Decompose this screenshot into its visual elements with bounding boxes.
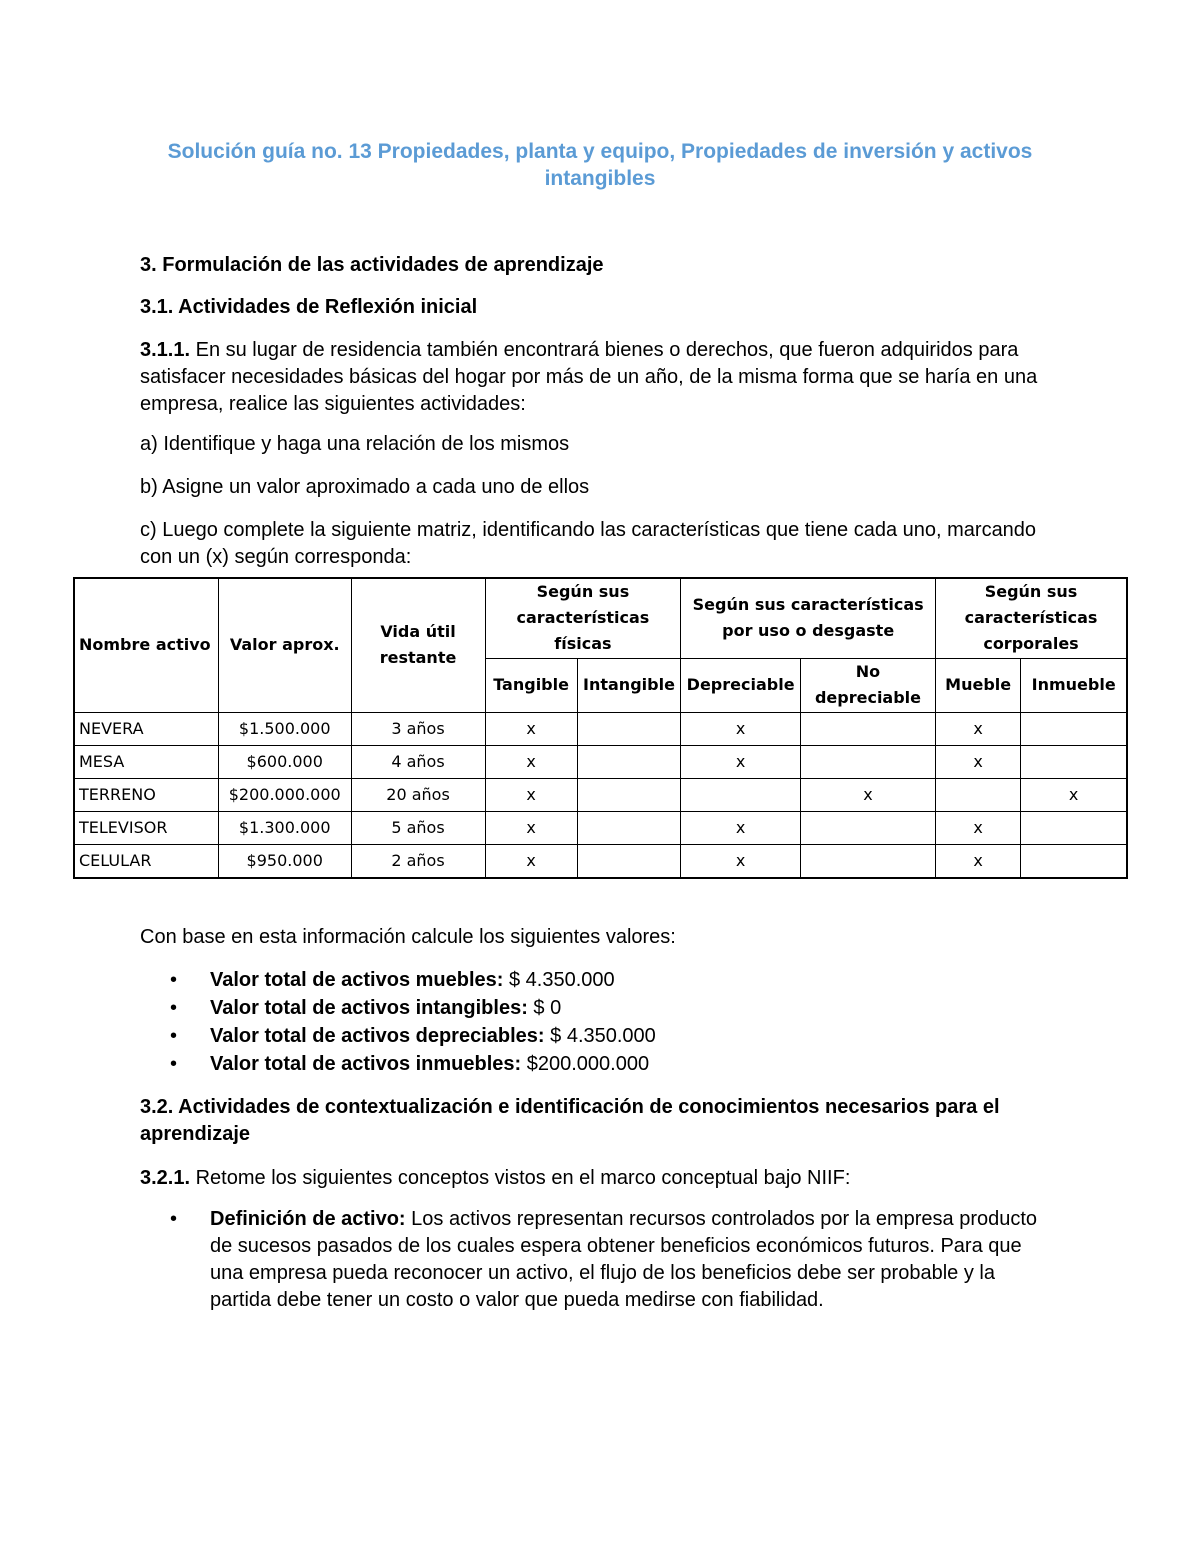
- calc-intro: Con base en esta información calcule los siguientes valores:: [140, 926, 676, 948]
- cell-name: TERRENO: [74, 778, 218, 811]
- cell-inmueble: [1021, 844, 1127, 878]
- total-label: Valor total de activos depreciables:: [210, 1025, 545, 1047]
- list-item: [170, 966, 1050, 994]
- cell-no-depreciable: [800, 712, 935, 745]
- totals-list: [170, 966, 1050, 1078]
- cell-no-depreciable: [800, 844, 935, 878]
- bullet: •: [170, 1208, 178, 1230]
- cell-depreciable: x: [681, 811, 801, 844]
- item-a: a) Identifique y haga una relación de los mismos: [140, 433, 570, 455]
- cell-value: $1.500.000: [218, 712, 351, 745]
- section-3-1-heading: 3.1. Actividades de Reflexión inicial: [140, 296, 478, 318]
- header-tangible: Tangible: [485, 658, 577, 712]
- header-group-physical: Según sus características físicas: [485, 578, 681, 658]
- cell-intangible: [577, 811, 681, 844]
- list-item: [170, 1022, 1050, 1050]
- cell-value: $1.300.000: [218, 811, 351, 844]
- definition-text: Los activos representan recursos controlados por la empresa producto de sucesos pasados de los cuales espera obtener beneficios económicos futuros. Para que una empresa pueda reconocer un activo, el flujo de los beneficios debe ser probable y la partida debe tener un costo o valor que pueda medirse con fiabilidad.: [210, 1208, 1038, 1311]
- header-group-use: Según sus características por uso o desgaste: [681, 578, 936, 658]
- cell-depreciable: x: [681, 844, 801, 878]
- total-label: Valor total de activos muebles:: [210, 969, 504, 991]
- paragraph-3-1-1-number: 3.1.1.: [140, 339, 191, 361]
- cell-tangible: x: [485, 712, 577, 745]
- paragraph-3-2-1: [140, 1165, 1070, 1192]
- paragraph-3-2-1-number: 3.2.1.: [140, 1167, 191, 1189]
- header-value: Valor aprox.: [218, 578, 351, 712]
- paragraph-3-1-1-text: En su lugar de residencia también encontrará bienes o derechos, que fueron adquiridos para satisfacer necesidades básicas del hogar por más de un año, de la misma forma que se haría en una empresa, realice las siguientes actividades:: [140, 339, 1038, 415]
- cell-tangible: x: [485, 844, 577, 878]
- section-3-2-heading: 3.2. Actividades de contextualización e identificación de conocimientos necesarios para el aprendizaje: [140, 1096, 1000, 1145]
- list-item: [170, 1206, 1050, 1314]
- definition-label: Definición de activo:: [210, 1208, 406, 1230]
- cell-mueble: x: [936, 811, 1021, 844]
- table-row: [74, 745, 1127, 778]
- cell-inmueble: [1021, 811, 1127, 844]
- cell-life: 2 años: [351, 844, 485, 878]
- definition-list: [170, 1206, 1050, 1314]
- header-depreciable: Depreciable: [681, 658, 801, 712]
- header-mueble: Mueble: [936, 658, 1021, 712]
- cell-name: NEVERA: [74, 712, 218, 745]
- cell-inmueble: [1021, 745, 1127, 778]
- bullet: •: [170, 1053, 178, 1075]
- table-row: [74, 844, 1127, 878]
- cell-inmueble: x: [1021, 778, 1127, 811]
- cell-tangible: x: [485, 778, 577, 811]
- header-name: Nombre activo: [74, 578, 218, 712]
- cell-name: TELEVISOR: [74, 811, 218, 844]
- cell-mueble: x: [936, 712, 1021, 745]
- cell-intangible: [577, 844, 681, 878]
- cell-value: $600.000: [218, 745, 351, 778]
- cell-intangible: [577, 778, 681, 811]
- cell-inmueble: [1021, 712, 1127, 745]
- cell-value: $950.000: [218, 844, 351, 878]
- list-item: [170, 994, 1050, 1022]
- table-body: [74, 712, 1127, 878]
- cell-no-depreciable: [800, 745, 935, 778]
- header-group-corporal: Según sus características corporales: [936, 578, 1127, 658]
- cell-name: CELULAR: [74, 844, 218, 878]
- bullet: •: [170, 1025, 178, 1047]
- item-c: c) Luego complete la siguiente matriz, identificando las características que tiene cada uno, marcando con un (x) según corresponda:: [140, 519, 1037, 568]
- cell-depreciable: x: [681, 745, 801, 778]
- cell-no-depreciable: [800, 811, 935, 844]
- bullet: •: [170, 997, 178, 1019]
- total-value: $200.000.000: [521, 1053, 650, 1075]
- cell-depreciable: [681, 778, 801, 811]
- total-label: Valor total de activos inmuebles:: [210, 1053, 522, 1075]
- bullet: •: [170, 969, 178, 991]
- total-value: $ 0: [527, 997, 562, 1019]
- cell-tangible: x: [485, 811, 577, 844]
- cell-tangible: x: [485, 745, 577, 778]
- header-inmueble: Inmueble: [1021, 658, 1127, 712]
- table-row: [74, 778, 1127, 811]
- paragraph-3-2-1-text: Retome los siguientes conceptos vistos en el marco conceptual bajo NIIF:: [190, 1167, 851, 1189]
- cell-mueble: [936, 778, 1021, 811]
- table-header-row: [74, 578, 1127, 658]
- total-value: $ 4.350.000: [544, 1025, 656, 1047]
- table-row: [74, 811, 1127, 844]
- cell-intangible: [577, 712, 681, 745]
- assets-matrix-table: [73, 577, 1128, 879]
- cell-no-depreciable: x: [800, 778, 935, 811]
- document-title: Solución guía no. 13 Propiedades, planta y equipo, Propiedades de inversión y activos intangibles: [167, 140, 1033, 190]
- paragraph-3-1-1: [140, 337, 1070, 418]
- cell-life: 20 años: [351, 778, 485, 811]
- cell-name: MESA: [74, 745, 218, 778]
- cell-mueble: x: [936, 745, 1021, 778]
- section-3-heading: 3. Formulación de las actividades de aprendizaje: [140, 254, 604, 276]
- cell-mueble: x: [936, 844, 1021, 878]
- cell-life: 5 años: [351, 811, 485, 844]
- cell-depreciable: x: [681, 712, 801, 745]
- cell-life: 3 años: [351, 712, 485, 745]
- list-item: [170, 1050, 1050, 1078]
- total-value: $ 4.350.000: [503, 969, 615, 991]
- cell-intangible: [577, 745, 681, 778]
- item-b: b) Asigne un valor aproximado a cada uno de ellos: [140, 476, 590, 498]
- cell-value: $200.000.000: [218, 778, 351, 811]
- header-intangible: Intangible: [577, 658, 681, 712]
- cell-life: 4 años: [351, 745, 485, 778]
- header-life: Vida útil restante: [351, 578, 485, 712]
- header-no-depreciable: No depreciable: [800, 658, 935, 712]
- total-label: Valor total de activos intangibles:: [210, 997, 528, 1019]
- table-row: [74, 712, 1127, 745]
